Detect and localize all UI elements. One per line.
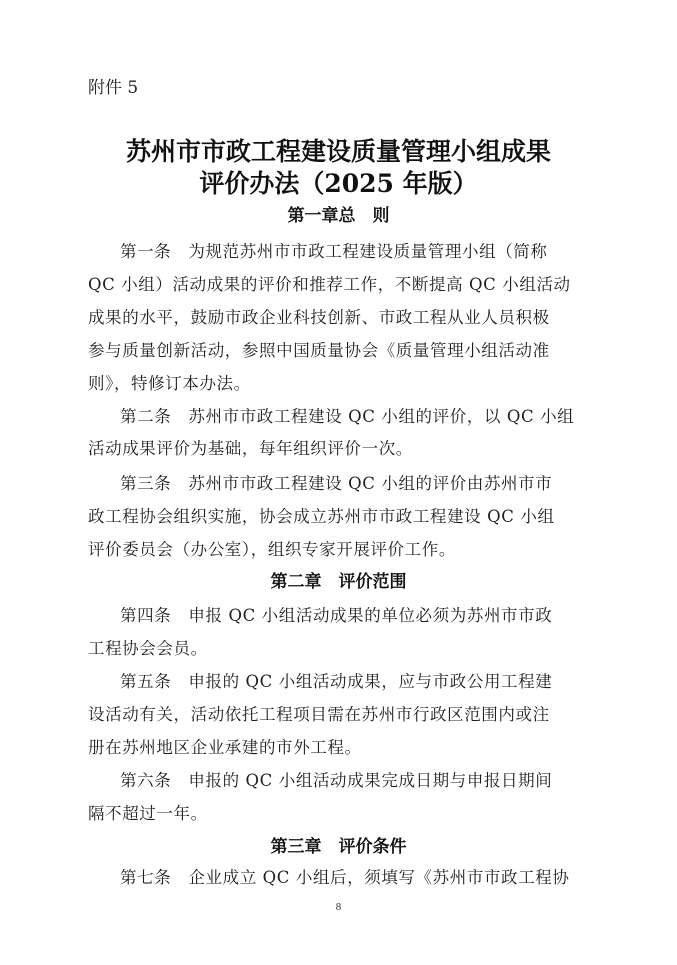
text-line: 设活动有关，活动依托工程项目需在苏州市行政区范围内或注 — [88, 705, 550, 724]
document-title-line1: 苏州市市政工程建设质量管理小组成果 — [125, 137, 551, 166]
page-number: 8 — [335, 901, 342, 913]
text-line: 第六条 申报的 QC 小组活动成果完成日期与申报日期间 — [120, 771, 553, 790]
text-line: 政工程协会组织实施，协会成立苏州市市政工程建设 QC 小组 — [88, 507, 555, 526]
text-line: 第七条 企业成立 QC 小组后，须填写《苏州市市政工程协 — [120, 868, 570, 887]
text-line: 参与质量创新活动，参照中国质量协会《质量管理小组活动准 — [88, 341, 550, 360]
chapter-heading-2: 第二章 评价范围 — [270, 572, 407, 592]
text-line: QC 小组）活动成果的评价和推荐工作，不断提高 QC 小组活动 — [88, 275, 571, 294]
text-line: 活动成果评价为基础，每年组织评价一次。 — [88, 439, 413, 458]
text-line: 评价委员会（办公室），组织专家开展评价工作。 — [88, 540, 456, 559]
text-line: 成果的水平，鼓励市政企业科技创新、市政工程从业人员积极 — [88, 308, 550, 327]
chapter-heading-1: 第一章总 则 — [287, 206, 390, 226]
text-line: 隔不超过一年。 — [88, 804, 208, 823]
text-line: 则》，特修订本办法。 — [88, 374, 251, 393]
text-line: 工程协会会员。 — [88, 639, 208, 658]
chapter-heading-3: 第三章 评价条件 — [270, 837, 407, 857]
attachment-label: 附件 5 — [88, 78, 139, 98]
document-title-line2: 评价办法（2025 年版） — [199, 169, 478, 198]
text-line: 第三条 苏州市市政工程建设 QC 小组的评价由苏州市市 — [120, 474, 553, 493]
text-line: 第一条 为规范苏州市市政工程建设质量管理小组（简称 — [120, 242, 548, 261]
text-line: 第五条 申报的 QC 小组活动成果，应与市政公用工程建 — [120, 672, 553, 691]
text-line: 第二条 苏州市市政工程建设 QC 小组的评价，以 QC 小组 — [120, 407, 575, 426]
text-line: 第四条 申报 QC 小组活动成果的单位必须为苏州市市政 — [120, 606, 553, 625]
text-line: 册在苏州地区企业承建的市外工程。 — [88, 738, 362, 757]
